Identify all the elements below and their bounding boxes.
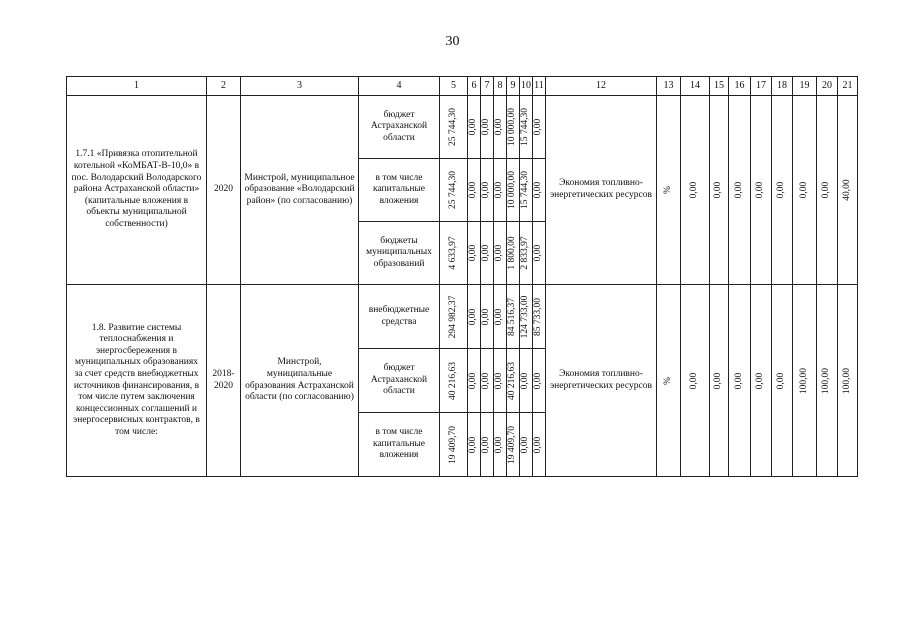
cell-value: 84 516,37 <box>507 297 518 336</box>
col-header: 2 <box>207 77 241 96</box>
value-cell <box>507 96 520 159</box>
cell-rotator <box>520 413 532 476</box>
col-header: 7 <box>481 77 494 96</box>
col-header: 20 <box>817 77 838 96</box>
cell-rotator <box>533 285 545 348</box>
value-cell <box>481 413 494 477</box>
cell-value: 100,00 <box>798 367 809 394</box>
cell-value: 15 744,30 <box>520 108 531 146</box>
cell-value: 0,00 <box>755 372 766 389</box>
value-cell <box>520 285 533 349</box>
period-cell: 2020 <box>207 96 241 285</box>
header-row <box>67 77 858 96</box>
cell-value: 25 744,30 <box>447 108 458 146</box>
col-header: 1 <box>67 77 207 96</box>
value-cell <box>440 222 468 285</box>
cell-value: 0,00 <box>713 181 724 199</box>
cell-value: 0,00 <box>520 372 531 389</box>
value-cell <box>507 349 520 413</box>
value-cell <box>533 159 546 222</box>
cell-rotator <box>468 413 480 476</box>
cell-value: 25 744,30 <box>447 171 458 209</box>
cell-text: внебюджетные средства <box>368 304 430 327</box>
cell-rotator <box>533 96 545 158</box>
cell-value: 0,00 <box>468 181 479 199</box>
cell-value: 0,00 <box>494 244 505 262</box>
cell-value: 0,00 <box>481 372 492 389</box>
target-cell <box>772 96 793 285</box>
cell-rotator <box>520 222 532 284</box>
value-cell <box>481 285 494 349</box>
col-header: 13 <box>657 77 681 96</box>
target-cell <box>681 96 710 285</box>
cell-rotator <box>481 349 493 412</box>
value-cell <box>507 159 520 222</box>
cell-rotator <box>494 159 506 221</box>
value-cell <box>481 159 494 222</box>
cell-rotator <box>481 285 493 348</box>
cell-text: бюджет Астраханской области <box>370 109 428 143</box>
cell-value: 40 216,63 <box>507 361 518 400</box>
cell-value: 0,00 <box>533 118 544 136</box>
col-header: 3 <box>241 77 359 96</box>
value-cell <box>440 96 468 159</box>
cell-rotator <box>507 349 519 412</box>
value-cell <box>440 413 468 477</box>
source-name <box>359 349 440 413</box>
cell-rotator <box>751 285 771 476</box>
target-cell <box>710 96 729 285</box>
cell-value: 0,00 <box>468 436 479 453</box>
cell-rotator <box>481 159 493 221</box>
value-cell <box>533 285 546 349</box>
cell-value: 0,00 <box>733 372 744 389</box>
value-cell <box>533 96 546 159</box>
value-cell <box>520 413 533 477</box>
col-header: 12 <box>546 77 657 96</box>
cell-value: 0,00 <box>468 118 479 136</box>
cell-value: 100,00 <box>821 367 832 394</box>
cell-rotator <box>533 159 545 221</box>
cell-value: 0,00 <box>776 181 787 199</box>
cell-value: 0,00 <box>468 372 479 389</box>
value-cell <box>494 349 507 413</box>
cell-text: бюджеты муниципальных образований <box>366 235 432 269</box>
cell-value: 0,00 <box>533 181 544 199</box>
value-cell <box>468 349 481 413</box>
cell-value: 0,00 <box>776 372 787 389</box>
cell-rotator <box>440 222 467 284</box>
target-cell <box>681 285 710 477</box>
cell-rotator <box>772 285 792 476</box>
cell-rotator <box>681 96 709 284</box>
target-cell <box>751 285 772 477</box>
target-cell <box>817 96 838 285</box>
cell-rotator <box>710 285 728 476</box>
value-cell <box>494 159 507 222</box>
cell-rotator <box>520 159 532 221</box>
cell-value: 0,00 <box>533 436 544 453</box>
value-cell <box>468 159 481 222</box>
cell-rotator <box>520 349 532 412</box>
target-cell <box>729 96 751 285</box>
value-cell <box>481 349 494 413</box>
col-header: 10 <box>520 77 533 96</box>
cell-rotator <box>494 285 506 348</box>
cell-text: Экономия топливно-энергетических ресурсов <box>550 178 652 200</box>
cell-value: 0,00 <box>755 181 766 199</box>
cell-rotator <box>468 96 480 158</box>
cell-rotator <box>838 285 857 476</box>
value-cell <box>468 96 481 159</box>
col-header: 4 <box>359 77 440 96</box>
cell-value: % <box>662 186 673 194</box>
program-table <box>66 76 858 477</box>
cell-value: 100,00 <box>841 367 852 394</box>
cell-value: 0,00 <box>481 308 492 325</box>
cell-rotator <box>751 96 771 284</box>
cell-rotator <box>710 96 728 284</box>
value-cell <box>481 222 494 285</box>
period-cell: 2018-2020 <box>207 285 241 477</box>
cell-value: 0,00 <box>533 372 544 389</box>
cell-value: 19 409,70 <box>507 425 518 464</box>
cell-value: 0,00 <box>533 244 544 262</box>
cell-rotator <box>494 349 506 412</box>
cell-rotator <box>440 349 467 412</box>
source-name <box>359 222 440 285</box>
cell-value: 0,00 <box>713 372 724 389</box>
value-cell <box>533 222 546 285</box>
cell-rotator <box>520 96 532 158</box>
cell-rotator <box>793 285 816 476</box>
cell-rotator <box>468 159 480 221</box>
cell-rotator <box>507 222 519 284</box>
indicator-cell <box>546 285 657 477</box>
col-header: 18 <box>772 77 793 96</box>
target-cell <box>751 96 772 285</box>
cell-rotator <box>440 413 467 476</box>
value-cell <box>520 222 533 285</box>
cell-text: в том числе капитальные вложения <box>372 172 426 206</box>
col-header: 17 <box>751 77 772 96</box>
col-header: 15 <box>710 77 729 96</box>
table-row <box>67 96 858 159</box>
cell-rotator <box>507 285 519 348</box>
cell-text: 1.7.1 «Привязка отопительной котельной «КоМБАТ-В-10,0» в пос. Володарский Володарского района Астраханской области» (капитальные вложения в объекты муниципальной собственности) <box>71 149 202 229</box>
value-cell <box>507 413 520 477</box>
col-header: 16 <box>729 77 751 96</box>
value-cell <box>494 222 507 285</box>
cell-rotator <box>793 96 816 284</box>
value-cell <box>520 96 533 159</box>
col-header: 11 <box>533 77 546 96</box>
cell-value: 40,00 <box>841 179 852 201</box>
source-name <box>359 285 440 349</box>
col-header: 8 <box>494 77 507 96</box>
target-cell <box>710 285 729 477</box>
page-number: 30 <box>445 34 460 49</box>
cell-value: 0,00 <box>520 436 531 453</box>
cell-value: 19 409,70 <box>447 425 458 464</box>
cell-rotator <box>494 413 506 476</box>
target-cell <box>793 285 817 477</box>
source-name <box>359 413 440 477</box>
cell-rotator <box>729 96 750 284</box>
executor-cell <box>241 96 359 285</box>
cell-rotator <box>507 96 519 158</box>
value-cell <box>520 159 533 222</box>
value-cell <box>468 222 481 285</box>
target-cell <box>838 285 858 477</box>
unit-cell <box>657 96 681 285</box>
cell-value: 0,00 <box>494 436 505 453</box>
cell-value: 0,00 <box>494 308 505 325</box>
indicator-cell <box>546 96 657 285</box>
cell-value: 0,00 <box>689 372 700 389</box>
cell-rotator <box>657 96 680 284</box>
cell-text: Экономия топливно-энергетических ресурсов <box>550 368 652 391</box>
cell-rotator <box>468 349 480 412</box>
cell-rotator <box>494 96 506 158</box>
cell-value: 0,00 <box>733 181 744 199</box>
value-cell <box>468 285 481 349</box>
cell-value: 0,00 <box>481 181 492 199</box>
cell-rotator <box>817 96 837 284</box>
source-name <box>359 96 440 159</box>
cell-value: 85 733,00 <box>533 297 544 336</box>
cell-value: 0,00 <box>468 308 479 325</box>
unit-cell <box>657 285 681 477</box>
cell-rotator <box>481 222 493 284</box>
cell-text: Минстрой, муниципальное образование «Володарский район» (по согласованию) <box>244 172 355 206</box>
value-cell <box>507 285 520 349</box>
cell-text: Минстрой, муниципальные образования Астраханской области (по согласованию) <box>245 357 354 403</box>
cell-rotator <box>520 285 532 348</box>
cell-rotator <box>507 159 519 221</box>
value-cell <box>507 222 520 285</box>
cell-rotator <box>657 285 680 476</box>
cell-rotator <box>533 349 545 412</box>
cell-value: 0,00 <box>494 372 505 389</box>
cell-value: 15 744,30 <box>520 171 531 209</box>
cell-value: 0,00 <box>481 436 492 453</box>
cell-rotator <box>838 96 857 284</box>
col-header: 9 <box>507 77 520 96</box>
col-header: 14 <box>681 77 710 96</box>
cell-value: % <box>662 376 673 385</box>
cell-value: 10 000,00 <box>507 108 518 146</box>
value-cell <box>494 96 507 159</box>
value-cell <box>520 349 533 413</box>
value-cell <box>533 349 546 413</box>
cell-rotator <box>681 285 709 476</box>
cell-text: бюджет Астраханской области <box>370 363 428 397</box>
cell-rotator <box>507 413 519 476</box>
value-cell <box>468 413 481 477</box>
measure-cell <box>67 285 207 477</box>
cell-rotator <box>440 96 467 158</box>
cell-value: 0,00 <box>468 244 479 262</box>
table-row <box>67 285 858 349</box>
cell-text: в том числе капитальные вложения <box>372 427 426 461</box>
cell-rotator <box>533 413 545 476</box>
cell-value: 1 800,00 <box>507 236 518 270</box>
executor-cell <box>241 285 359 477</box>
target-cell <box>817 285 838 477</box>
cell-value: 294 982,37 <box>447 295 458 338</box>
cell-value: 0,00 <box>798 181 809 199</box>
col-header: 6 <box>468 77 481 96</box>
target-cell <box>793 96 817 285</box>
value-cell <box>533 413 546 477</box>
cell-value: 0,00 <box>481 244 492 262</box>
cell-value: 0,00 <box>689 181 700 199</box>
cell-rotator <box>817 285 837 476</box>
cell-text: 1.8. Развитие системы теплоснабжения и энергосбережения в муниципальных образованиях за счет средств внебюджетных источников финансирования, в том числе путем заключения концессионных соглашений и энергосервисных контрактов, в том числе: <box>73 322 200 437</box>
measure-cell <box>67 96 207 285</box>
cell-value: 2 833,97 <box>520 236 531 270</box>
value-cell <box>494 413 507 477</box>
target-cell <box>772 285 793 477</box>
value-cell <box>440 159 468 222</box>
col-header: 21 <box>838 77 858 96</box>
value-cell <box>494 285 507 349</box>
cell-value: 0,00 <box>821 181 832 199</box>
cell-value: 4 633,97 <box>447 236 458 270</box>
col-header: 5 <box>440 77 468 96</box>
source-name <box>359 159 440 222</box>
cell-rotator <box>440 285 467 348</box>
cell-rotator <box>729 285 750 476</box>
value-cell <box>440 349 468 413</box>
target-cell <box>729 285 751 477</box>
col-header: 19 <box>793 77 817 96</box>
cell-rotator <box>481 96 493 158</box>
cell-rotator <box>468 285 480 348</box>
cell-rotator <box>440 159 467 221</box>
value-cell <box>481 96 494 159</box>
target-cell <box>838 96 858 285</box>
cell-rotator <box>494 222 506 284</box>
cell-value: 124 733,00 <box>520 295 531 338</box>
cell-value: 0,00 <box>481 118 492 136</box>
cell-value: 0,00 <box>494 181 505 199</box>
cell-rotator <box>481 413 493 476</box>
value-cell <box>440 285 468 349</box>
cell-rotator <box>772 96 792 284</box>
cell-value: 10 000,00 <box>507 171 518 209</box>
cell-rotator <box>533 222 545 284</box>
cell-value: 40 216,63 <box>447 361 458 400</box>
cell-rotator <box>468 222 480 284</box>
cell-value: 0,00 <box>494 118 505 136</box>
